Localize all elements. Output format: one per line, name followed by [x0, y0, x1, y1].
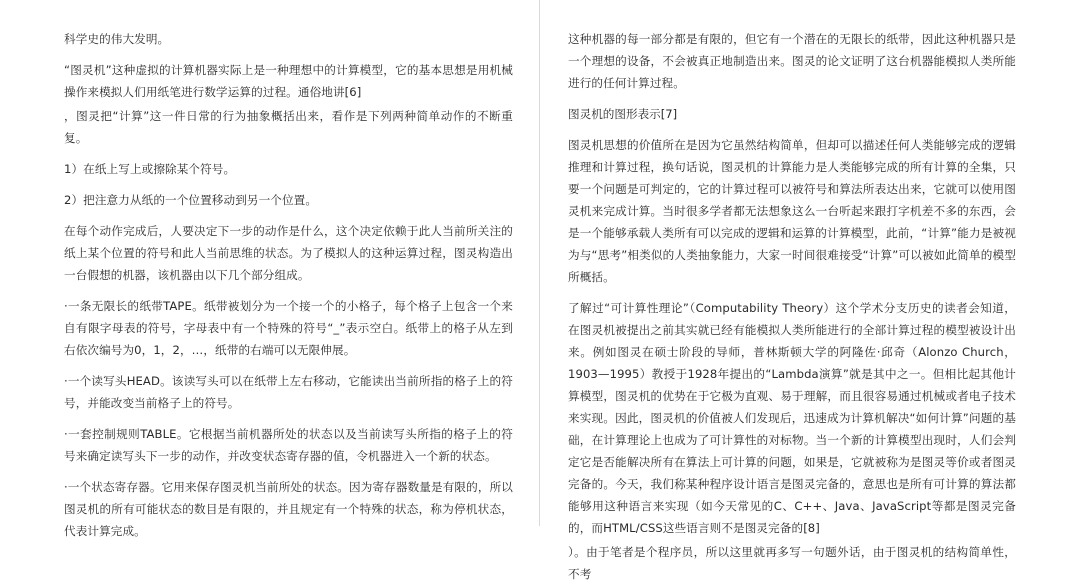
list-item: ·一条无限长的纸带TAPE。纸带被划分为一个接一个的小格子，每个格子上包含一个来自有限字母表的符号，字母表中有一个特殊的符号“_”表示空白。纸带上的格子从左到右依次编号为0，1，2，…，纸带的右端可以无限伸展。 [64, 299, 513, 357]
paragraph: ）。由于笔者是个程序员，所以这里就再多写一句题外话，由于图灵机的结构简单性，不考 [568, 545, 1016, 581]
paragraph: 图灵机思想的价值所在是因为它虽然结构简单，但却可以描述任何人类能够完成的逻辑推理和计算过程，换句话说，图灵机的计算能力是人类能够完成的所有计算的全集，只要一个问题是可判定的，它的计算过程可以被符号和算法所表达出来，它就可以使用图灵机来完成计算。当时很多学者都无法想象这么一台听起来跟打字机差不多的东西，会是一个能够承载人类所有可以完成的逻辑和运算的计算模型，此前，“计算”能力是被视为与“思考”相类似的人类抽象能力，大家一时间很难接受“计算”可以被如此简单的模型所概括。 [568, 138, 1016, 284]
paragraph: 科学史的伟大发明。 [64, 32, 170, 46]
paragraph: 了解过“可计算性理论”（Computability Theory）这个学术分支历史的读者会知道，在图灵机被提出之前其实就已经有能模拟人类所能进行的全部计算过程的模型被设计出来。例如图灵在硕士阶段的导师，普林斯顿大学的阿隆佐·邱奇（Alonzo Church，1903—1995）教授于1928年提出的“Lambda演算”就是其中之一。但相比起其他计算模型，图灵机的优势在于它极为直观、易于理解，而且很容易通过机械或者电子技术来实现。因此，图灵机的价值被人们发现后，迅速成为计算机解决“如何计算”问题的基础，在计算理论上也成为了可计算性的对标物。当一个新的计算模型出现时，人们会判定它是否能解决所有在算法上可计算的问题，如果是，它就被称为是图灵等价或者图灵完备的。今天，我们称某种程序设计语言是图灵完备的，意思也是所有可计算的算法都能够用这种语言来实现（如今天常见的C、C++、Java、JavaScript等都是图灵完备的，而HTML/CSS这些语言则不是图灵完备的[8] [568, 301, 1016, 535]
section-heading: 图灵机的图形表示[7] [568, 107, 678, 121]
list-item: 1）在纸上写上或擦除某个符号。 [64, 162, 236, 176]
paragraph: 这种机器的每一部分都是有限的，但它有一个潜在的无限长的纸带，因此这种机器只是一个理想的设备，不会被真正地制造出来。图灵的论文证明了这台机器能模拟人类所能进行的任何计算过程。 [568, 32, 1016, 90]
list-item: ·一个状态寄存器。它用来保存图灵机当前所处的状态。因为寄存器数量是有限的，所以图灵机的所有可能状态的数目是有限的，并且规定有一个特殊的状态，称为停机状态，代表计算完成。 [64, 480, 513, 538]
list-item: 2）把注意力从纸的一个位置移动到另一个位置。 [64, 193, 318, 207]
list-item: ·一个读写头HEAD。该读写头可以在纸带上左右移动，它能读出当前所指的格子上的符号，并能改变当前格子上的符号。 [64, 374, 513, 410]
paragraph: ，图灵把“计算”这一件日常的行为抽象概括出来，看作是下列两种简单动作的不断重复。 [64, 109, 513, 145]
left-page [0, 0, 539, 538]
paragraph: “图灵机”这种虚拟的计算机器实际上是一种理想中的计算模型，它的基本思想是用机械操作来模拟人们用纸笔进行数学运算的过程。通俗地讲[6] [64, 63, 513, 99]
list-item: ·一套控制规则TABLE。它根据当前机器所处的状态以及当前读写头所指的格子上的符号来确定读写头下一步的动作，并改变状态寄存器的值，令机器进入一个新的状态。 [64, 427, 513, 463]
paragraph: 在每个动作完成后，人要决定下一步的动作是什么，这个决定依赖于此人当前所关注的纸上某个位置的符号和此人当前思维的状态。为了模拟人的这种运算过程，图灵构造出一台假想的机器，该机器由以下几个部分组成。 [64, 224, 513, 282]
right-page [540, 0, 1080, 581]
